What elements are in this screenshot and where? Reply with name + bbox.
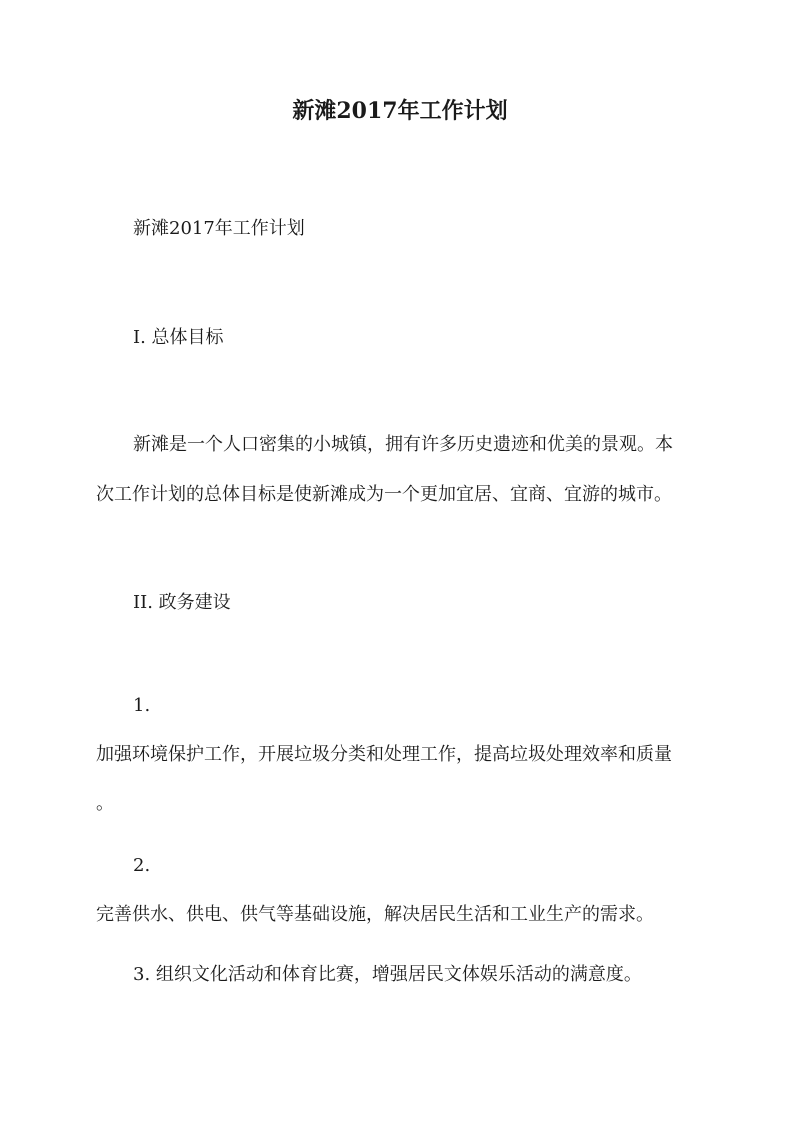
document-title: 新滩2017年工作计划 xyxy=(292,98,508,124)
section-heading-overall-goal: I. 总体目标 xyxy=(133,327,224,348)
overall-goal-paragraph-line-1: 新滩是一个人口密集的小城镇，拥有许多历史遗迹和优美的景观。本 xyxy=(133,434,673,455)
overall-goal-paragraph-line-2: 次工作计划的总体目标是使新滩成为一个更加宜居、宜商、宜游的城市。 xyxy=(96,484,672,505)
document-subtitle: 新滩2017年工作计划 xyxy=(133,218,305,239)
section-heading-government-affairs: II. 政务建设 xyxy=(133,592,231,613)
list-item-2-text-line-1: 完善供水、供电、供气等基础设施，解决居民生活和工业生产的需求。 xyxy=(96,904,654,925)
list-item-1-text-line-2: 。 xyxy=(96,793,114,814)
list-item-3-text: 3. 组织文化活动和体育比赛，增强居民文体娱乐活动的满意度。 xyxy=(133,964,642,985)
list-item-number-1: 1. xyxy=(133,695,151,716)
list-item-1-text-line-1: 加强环境保护工作，开展垃圾分类和处理工作，提高垃圾处理效率和质量 xyxy=(96,744,672,765)
list-item-number-2: 2. xyxy=(133,855,151,876)
